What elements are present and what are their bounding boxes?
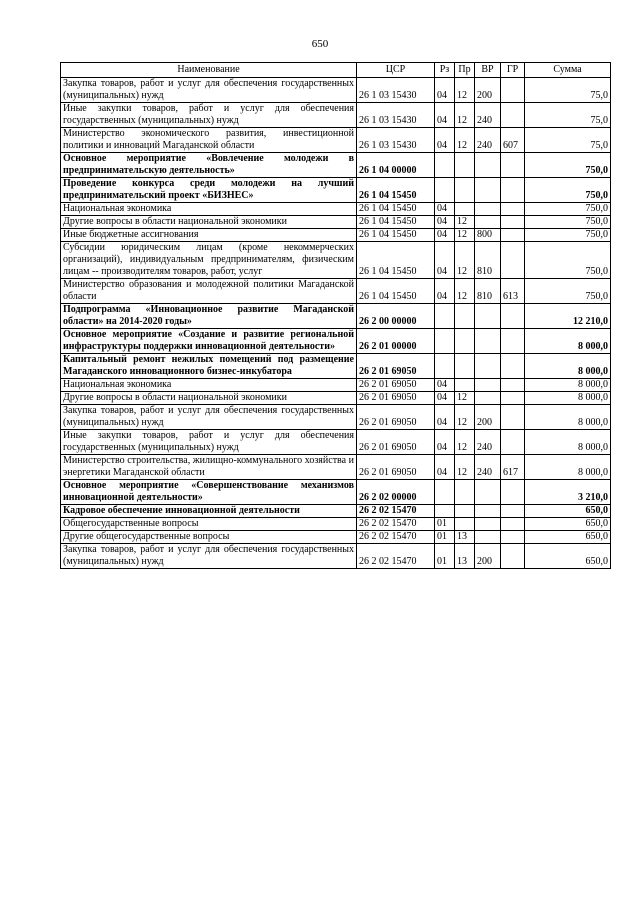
cell-csr: 26 1 04 15450 [357,279,435,304]
cell-csr: 26 2 02 15470 [357,518,435,531]
cell-vr [475,329,501,354]
cell-csr: 26 2 02 15470 [357,544,435,569]
cell-gr [501,329,525,354]
cell-sum: 650,0 [525,531,611,544]
cell-name: Иные бюджетные ассигнования [61,229,357,242]
cell-sum: 8 000,0 [525,354,611,379]
cell-sum: 75,0 [525,78,611,103]
table-row [61,242,611,279]
cell-vr: 200 [475,544,501,569]
table-row [61,329,611,354]
cell-name: Подпрограмма «Инновационное развитие Магаданской области» на 2014-2020 годы» [61,304,357,329]
table-row [61,103,611,128]
table-row [61,455,611,480]
table-row [61,518,611,531]
cell-name: Кадровое обеспечение инновационной деятельности [61,505,357,518]
table-row [61,279,611,304]
cell-gr [501,153,525,178]
cell-vr: 200 [475,405,501,430]
cell-sum: 650,0 [525,518,611,531]
cell-gr [501,354,525,379]
cell-name: Национальная экономика [61,203,357,216]
cell-gr [501,103,525,128]
cell-name: Другие вопросы в области национальной экономики [61,216,357,229]
cell-sum: 750,0 [525,216,611,229]
cell-gr: 617 [501,455,525,480]
cell-pr: 12 [455,128,475,153]
cell-csr: 26 1 03 15430 [357,78,435,103]
budget-table [60,62,611,569]
cell-vr [475,203,501,216]
table-row [61,178,611,203]
cell-pr [455,354,475,379]
table-row [61,505,611,518]
cell-name: Основное мероприятие «Создание и развитие региональной инфраструктуры поддержки инновационной деятельности» [61,329,357,354]
cell-rz: 04 [435,128,455,153]
cell-name: Министерство строительства, жилищно-коммунального хозяйства и энергетики Магаданской области [61,455,357,480]
cell-gr [501,379,525,392]
cell-name: Закупка товаров, работ и услуг для обеспечения государственных (муниципальных) нужд [61,78,357,103]
cell-pr [455,379,475,392]
cell-csr: 26 1 04 15450 [357,178,435,203]
cell-rz [435,178,455,203]
cell-gr [501,518,525,531]
cell-gr [501,242,525,279]
cell-gr [501,229,525,242]
table-body [61,78,611,569]
cell-pr: 12 [455,405,475,430]
cell-rz [435,329,455,354]
cell-csr: 26 2 01 69050 [357,392,435,405]
cell-sum: 750,0 [525,203,611,216]
cell-gr [501,531,525,544]
cell-csr: 26 1 03 15430 [357,103,435,128]
cell-csr: 26 2 02 15470 [357,531,435,544]
table-row [61,78,611,103]
cell-gr [501,203,525,216]
cell-sum: 750,0 [525,153,611,178]
cell-rz: 01 [435,544,455,569]
cell-name: Национальная экономика [61,379,357,392]
cell-name: Закупка товаров, работ и услуг для обеспечения государственных (муниципальных) нужд [61,544,357,569]
cell-pr [455,203,475,216]
cell-rz: 01 [435,531,455,544]
cell-csr: 26 1 04 00000 [357,153,435,178]
cell-gr: 607 [501,128,525,153]
cell-name: Общегосударственные вопросы [61,518,357,531]
cell-pr [455,304,475,329]
cell-csr: 26 1 04 15450 [357,203,435,216]
cell-name: Иные закупки товаров, работ и услуг для обеспечения государственных (муниципальных) нужд [61,430,357,455]
cell-vr: 810 [475,242,501,279]
cell-csr: 26 2 02 00000 [357,480,435,505]
cell-vr: 240 [475,103,501,128]
cell-rz: 04 [435,392,455,405]
table-row [61,531,611,544]
header-gr: ГР [501,63,525,78]
cell-sum: 8 000,0 [525,405,611,430]
cell-csr: 26 2 02 15470 [357,505,435,518]
header-vr: ВР [475,63,501,78]
cell-csr: 26 1 04 15450 [357,216,435,229]
cell-name: Субсидии юридическим лицам (кроме некоммерческих организаций), индивидуальным предпринимателям, физическим лицам -- производителям товаров, работ, услуг [61,242,357,279]
cell-csr: 26 2 01 69050 [357,354,435,379]
cell-name: Иные закупки товаров, работ и услуг для обеспечения государственных (муниципальных) нужд [61,103,357,128]
cell-gr [501,78,525,103]
cell-pr: 12 [455,242,475,279]
cell-name: Министерство образования и молодежной политики Магаданской области [61,279,357,304]
cell-name: Капитальный ремонт нежилых помещений под размещение Магаданского инновационного бизнес-инкубатора [61,354,357,379]
table-row [61,354,611,379]
table-row [61,379,611,392]
cell-rz [435,153,455,178]
cell-vr: 240 [475,430,501,455]
cell-csr: 26 1 04 15450 [357,242,435,279]
cell-sum: 650,0 [525,505,611,518]
cell-name: Основное мероприятие «Вовлечение молодежи в предпринимательскую деятельность» [61,153,357,178]
cell-vr [475,531,501,544]
cell-vr: 800 [475,229,501,242]
table-row [61,304,611,329]
table-row [61,430,611,455]
cell-rz: 04 [435,279,455,304]
cell-sum: 650,0 [525,544,611,569]
cell-vr: 810 [475,279,501,304]
cell-csr: 26 2 01 69050 [357,379,435,392]
cell-pr [455,505,475,518]
cell-csr: 26 2 01 69050 [357,430,435,455]
cell-rz [435,480,455,505]
cell-pr: 12 [455,103,475,128]
cell-sum: 3 210,0 [525,480,611,505]
cell-pr: 12 [455,455,475,480]
cell-vr [475,153,501,178]
cell-pr [455,518,475,531]
cell-pr: 13 [455,531,475,544]
cell-vr: 240 [475,128,501,153]
cell-pr [455,329,475,354]
cell-vr [475,216,501,229]
cell-pr: 12 [455,229,475,242]
cell-rz: 04 [435,379,455,392]
cell-sum: 75,0 [525,103,611,128]
cell-pr: 12 [455,78,475,103]
cell-gr [501,405,525,430]
page-number: 650 [311,38,329,50]
cell-vr [475,392,501,405]
cell-name: Министерство экономического развития, инвестиционной политики и инноваций Магаданской области [61,128,357,153]
cell-csr: 26 2 01 00000 [357,329,435,354]
cell-pr: 12 [455,279,475,304]
cell-vr [475,518,501,531]
cell-gr [501,505,525,518]
cell-vr [475,354,501,379]
cell-rz [435,304,455,329]
cell-pr: 12 [455,392,475,405]
cell-gr [501,480,525,505]
cell-vr [475,480,501,505]
cell-csr: 26 2 01 69050 [357,405,435,430]
cell-vr [475,178,501,203]
cell-vr [475,505,501,518]
table-row [61,229,611,242]
cell-sum: 12 210,0 [525,304,611,329]
cell-gr [501,216,525,229]
cell-sum: 750,0 [525,242,611,279]
header-row [61,63,611,78]
cell-pr: 13 [455,544,475,569]
cell-rz: 04 [435,229,455,242]
cell-gr [501,178,525,203]
cell-csr: 26 2 01 69050 [357,455,435,480]
cell-sum: 8 000,0 [525,392,611,405]
header-sum: Сумма [525,63,611,78]
cell-csr: 26 1 03 15430 [357,128,435,153]
cell-pr [455,480,475,505]
cell-rz: 01 [435,518,455,531]
cell-sum: 8 000,0 [525,455,611,480]
table-row [61,203,611,216]
cell-pr: 12 [455,430,475,455]
header-pr: Пр [455,63,475,78]
cell-rz: 04 [435,455,455,480]
cell-sum: 750,0 [525,178,611,203]
cell-rz [435,354,455,379]
header-csr: ЦСР [357,63,435,78]
cell-gr [501,430,525,455]
cell-sum: 750,0 [525,279,611,304]
table-row [61,392,611,405]
cell-vr [475,379,501,392]
cell-rz: 04 [435,78,455,103]
cell-gr [501,304,525,329]
cell-gr [501,544,525,569]
table-row [61,153,611,178]
cell-pr: 12 [455,216,475,229]
cell-csr: 26 2 00 00000 [357,304,435,329]
cell-gr: 613 [501,279,525,304]
cell-name: Другие общегосударственные вопросы [61,531,357,544]
cell-rz: 04 [435,216,455,229]
cell-sum: 8 000,0 [525,329,611,354]
cell-vr [475,304,501,329]
cell-pr [455,153,475,178]
cell-name: Закупка товаров, работ и услуг для обеспечения государственных (муниципальных) нужд [61,405,357,430]
cell-name: Другие вопросы в области национальной экономики [61,392,357,405]
cell-rz: 04 [435,242,455,279]
cell-rz: 04 [435,430,455,455]
cell-sum: 750,0 [525,229,611,242]
cell-rz [435,505,455,518]
cell-pr [455,178,475,203]
cell-sum: 8 000,0 [525,379,611,392]
cell-sum: 8 000,0 [525,430,611,455]
cell-rz: 04 [435,103,455,128]
cell-rz: 04 [435,203,455,216]
table-row [61,216,611,229]
table-row [61,480,611,505]
cell-gr [501,392,525,405]
cell-csr: 26 1 04 15450 [357,229,435,242]
cell-sum: 75,0 [525,128,611,153]
cell-name: Основное мероприятие «Совершенствование механизмов инновационной деятельности» [61,480,357,505]
cell-rz: 04 [435,405,455,430]
table-row [61,405,611,430]
header-rz: Рз [435,63,455,78]
header-name: Наименование [61,63,357,78]
cell-vr: 240 [475,455,501,480]
table-row [61,128,611,153]
table-row [61,544,611,569]
cell-name: Проведение конкурса среди молодежи на лучший предпринимательский проект «БИЗНЕС» [61,178,357,203]
cell-vr: 200 [475,78,501,103]
